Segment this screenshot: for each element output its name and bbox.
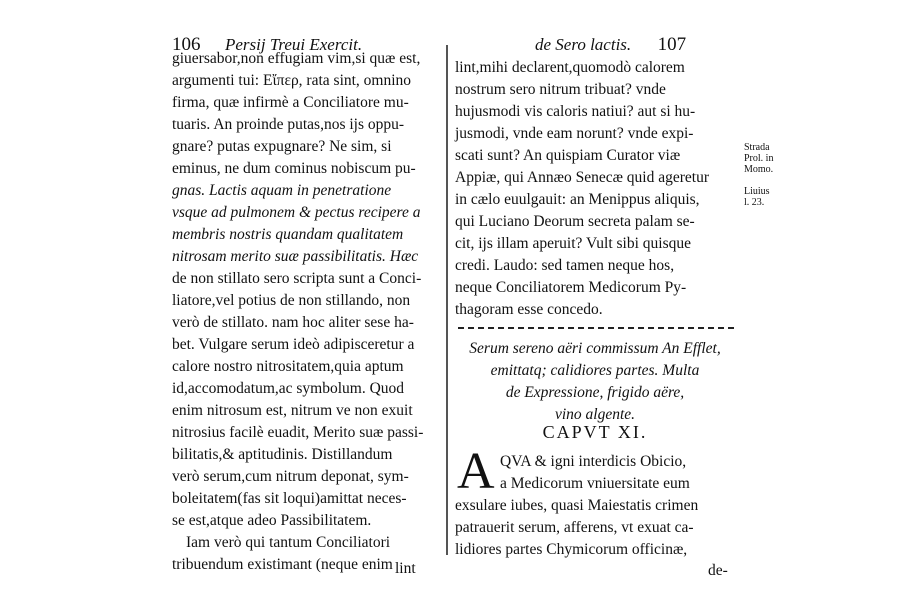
- text-line: Appiæ, qui Annæo Senecæ quid ageretur: [455, 169, 709, 186]
- text-line: liatore,vel potius de non stillando, non: [172, 292, 411, 309]
- right-page-number: 107: [657, 34, 687, 55]
- text-line: cit, ijs illam aperuit? Vult sibi quisque: [455, 235, 691, 252]
- text-line: lint,mihi declarent,quomodò calorem: [455, 59, 685, 76]
- text-line: firma, quæ infirmè a Conciliatore mu-: [172, 94, 409, 111]
- text-line: nitrosius facilè euadit, Merito suæ passi-: [172, 424, 424, 441]
- right-page-header: [535, 34, 686, 56]
- text-line: giuersabor,non effugiam vim,si quæ est,: [172, 50, 421, 67]
- text-line: jusmodi, vnde eam norunt? vnde expi-: [455, 125, 694, 142]
- chapter-heading: CAPVT XI.: [542, 422, 648, 442]
- text-line: in cælo euulgauit: an Menippus aliquis,: [455, 191, 700, 208]
- left-running-head: Persij Treui Exercit.: [225, 35, 363, 54]
- chapter-summary-line: Serum sereno aëri commissum An Efflet,: [469, 340, 721, 357]
- section-rule: [458, 327, 734, 329]
- left-catchword: lint: [395, 560, 416, 577]
- text-line: neque Conciliatorem Medicorum Py-: [455, 279, 687, 296]
- text-line: argumenti tui: Eἴπερ, rata sint, omnino: [172, 72, 412, 89]
- right-running-head: de Sero lactis.: [535, 35, 632, 54]
- text-line: exsulare iubes, quasi Maiestatis crimen: [455, 497, 699, 514]
- left-page-number: 106: [172, 34, 201, 55]
- text-line: tuaris. An proinde putas,nos ijs oppu-: [172, 116, 405, 133]
- text-line: tribuendum existimant (neque enim: [172, 556, 393, 573]
- text-line: vsque ad pulmonem & pectus recipere a: [172, 204, 421, 221]
- text-line: se est,atque adeo Passibilitatem.: [172, 512, 372, 529]
- text-line: calore nostro nitrositatem,quia aptum: [172, 358, 404, 375]
- text-line: enim nitrosum est, nitrum ve non exuit: [172, 402, 413, 419]
- text-line: lidiores partes Chymicorum officinæ,: [455, 541, 688, 558]
- text-line: nostrum sero nitrum tribuat? vnde: [455, 81, 666, 98]
- text-line: de non stillato sero scripta sunt a Conci-: [172, 270, 422, 287]
- chapter-summary-line: emittatq; calidiores partes. Multa: [490, 362, 700, 379]
- text-line: credi. Laudo: sed tamen neque hos,: [455, 257, 675, 274]
- text-line: thagoram esse concedo.: [455, 301, 603, 318]
- text-line: membris nostris quandam qualitatem: [172, 226, 404, 243]
- chapter-summary-line: vino algente.: [554, 406, 636, 423]
- text-line: a Medicorum vniuersitate eum: [500, 475, 690, 492]
- text-line: patrauerit serum, afferens, vt exuat ca-: [455, 519, 694, 536]
- text-line: verò de stillato. nam hoc aliter sese ha-: [172, 314, 414, 331]
- chapter-summary-line: de Expressione, frigido aëre,: [505, 384, 685, 401]
- page-gutter: [446, 45, 448, 555]
- text-line: gnas. Lactis aquam in penetratione: [172, 182, 392, 199]
- text-line: nitrosam merito suæ passibilitatis. Hæc: [172, 248, 419, 265]
- text-line: bilitatis,& aptitudinis. Distillandum: [172, 446, 393, 463]
- text-line: verò serum,cum nitrum deponat, sym-: [172, 468, 409, 485]
- drop-cap: A: [457, 443, 495, 500]
- text-line: hujusmodi vis caloris natiui? aut si hu-: [455, 103, 696, 120]
- right-catchword: de-: [708, 562, 728, 579]
- text-line: scati sunt? An quispiam Curator viæ: [455, 147, 681, 164]
- text-line: eminus, ne dum cominus nobiscum pu-: [172, 160, 416, 177]
- text-line: Iam verò qui tantum Conciliatori: [186, 534, 391, 551]
- text-line: bet. Vulgare serum ideò adipisceretur a: [172, 336, 415, 353]
- text-line: id,accomodatum,ac symbolum. Quod: [172, 380, 405, 397]
- text-line: boleitatem(fas sit loqui)amittat neces-: [172, 490, 407, 507]
- text-line: qui Luciano Deorum secreta palam se-: [455, 213, 695, 230]
- margin-note: Strada Prol. in Momo.: [744, 142, 774, 175]
- margin-note: Liuius l. 23.: [744, 186, 770, 208]
- text-line: QVA & igni interdicis Obicio,: [500, 453, 687, 470]
- text-line: gnare? putas expugnare? Ne sim, si: [172, 138, 392, 155]
